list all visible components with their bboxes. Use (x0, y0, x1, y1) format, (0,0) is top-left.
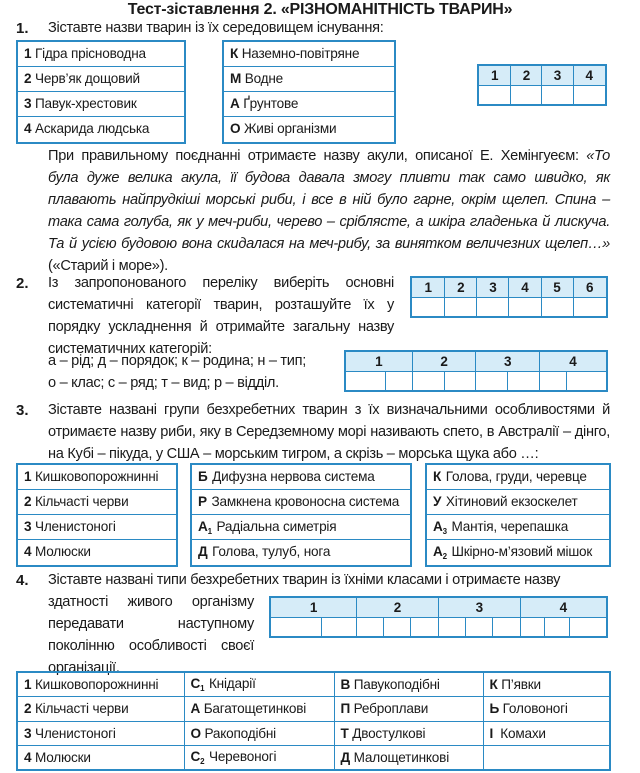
q2-answer-grid-1 (410, 276, 608, 318)
table-cell: А Багатощетинкові (184, 697, 334, 722)
list-item (18, 490, 176, 515)
item-key: 4 (24, 544, 32, 559)
answer-header: 5 (541, 277, 573, 297)
item-text: Живі організми (243, 121, 337, 136)
answer-header: 2 (412, 351, 476, 371)
item-text: Кільчасті черви (34, 494, 129, 509)
table-cell: Ь Головоногі (483, 697, 610, 722)
q1-note (48, 145, 610, 277)
question-3-number: 3. (16, 402, 29, 419)
table-row (17, 746, 610, 771)
table-cell: К П’явки (483, 672, 610, 697)
table-cell: $С_2$ Черевоногі (184, 746, 334, 771)
list-item (18, 67, 184, 92)
note-intro: При правильному поєднанні отримаєте назву акули, описаної Е. Хемінгуеєм: (48, 148, 579, 164)
question-1-prompt: Зіставте назви тварин із їх середовищем існування: (48, 20, 384, 36)
item-subscript: 2 (442, 552, 447, 561)
item-text: Павук-хрестовик (34, 96, 137, 111)
answer-header: 4 (540, 351, 607, 371)
item-key: У (433, 494, 442, 509)
answer-cell[interactable] (411, 617, 438, 637)
answer-header: 1 (478, 65, 511, 85)
answer-cell[interactable] (509, 297, 541, 317)
answer-cell[interactable] (477, 297, 509, 317)
q1-animals-list (16, 40, 186, 144)
answer-cell[interactable] (508, 371, 540, 391)
answer-cell[interactable] (542, 85, 573, 105)
question-3-prompt: Зіставте названі групи безхребетних тварин з їх визначальними особливостями й отримаєте назву риби, яку в Середземному морі називають спето, в Австралії – дінго, на Кубі – пікуда, у США – морським тигром, а скрізь – морська щука або …: (48, 402, 610, 462)
q1-answer-grid (477, 64, 607, 106)
list-item (427, 540, 609, 565)
item-key: 3 (24, 96, 32, 111)
table-cell: 3 Членистоногі (17, 721, 184, 746)
answer-header: 1 (345, 351, 412, 371)
answer-cell[interactable] (270, 617, 322, 637)
answer-cell[interactable] (322, 617, 357, 637)
answer-cell[interactable] (384, 617, 411, 637)
table-cell: Т Двостулкові (334, 721, 483, 746)
answer-cell[interactable] (511, 85, 542, 105)
answer-cell[interactable] (520, 617, 545, 637)
item-text: Замкнена кровоносна система (211, 494, 400, 509)
item-text: Голова, тулуб, нога (212, 544, 331, 559)
answer-header: 3 (477, 277, 509, 297)
question-4-prompt-rest: здатності живого організму передавати наступному поколінню особливості своєї організації. (48, 594, 254, 676)
list-item (192, 465, 410, 490)
answer-header: 1 (270, 597, 357, 617)
table-cell: П Реброплави (334, 697, 483, 722)
item-text: Радіальна симетрія (216, 519, 337, 534)
answer-cell[interactable] (412, 371, 444, 391)
table-row (17, 672, 610, 697)
question-4-number: 4. (16, 572, 29, 589)
list-item (192, 515, 410, 540)
question-1-number: 1. (16, 20, 29, 37)
item-text: Членистоногі (34, 519, 116, 534)
note-quote: «То була дуже велика акула, її будова давала змогу пливти так само швидко, як плавають найпрудкіші морські риби, і все в ній було гарне, окрім щелеп. Спина – така сама голуба, як у меч-риби, черево – сріблясте, а шкіра гладенька й лискуча. Та й усією будовою вона скидалася на меч-рибу, за винятком величезних щелеп…» (48, 148, 610, 252)
question-4-prompt-line1: Зіставте названі типи безхребетних тварин із їхніми класами і отримаєте назву (48, 572, 561, 588)
item-text: Черв’як дощовий (34, 71, 140, 86)
table-cell: О Ракоподібні (184, 721, 334, 746)
list-item (18, 515, 176, 540)
list-item (224, 92, 394, 117)
item-key: 1 (24, 46, 32, 61)
answer-cell[interactable] (570, 617, 607, 637)
item-text: Водне (244, 71, 284, 86)
item-key: 2 (24, 494, 32, 509)
list-item (224, 117, 394, 142)
answer-cell[interactable] (466, 617, 493, 637)
question-2-number: 2. (16, 275, 29, 292)
table-row (17, 697, 610, 722)
item-text: Аскарида людська (34, 121, 150, 136)
answer-header: 1 (411, 277, 445, 297)
table-cell (483, 746, 610, 771)
answer-cell[interactable] (476, 371, 508, 391)
answer-header: 4 (509, 277, 541, 297)
item-text: Шкірно-м’язовий мішок (451, 544, 593, 559)
q1-habitats-list (222, 40, 396, 144)
q3-features-list-1 (190, 463, 412, 567)
item-key: О (230, 121, 241, 136)
list-item (192, 490, 410, 515)
item-text: Наземно-повітряне (241, 46, 360, 61)
question-2-prompt: Із запропонованого переліку виберіть основні систематичні категорії тварин, розташуйте їх у порядку ускладнення й отримайте загальну назву систематичних категорій: (48, 275, 394, 357)
list-item (427, 465, 609, 490)
table-cell: Д Малощетинкові (334, 746, 483, 771)
q4-classes-table (16, 671, 611, 771)
q4-answer-grid (269, 596, 608, 638)
table-cell: 1 Кишковопорожнинні (17, 672, 184, 697)
question-2-options-1: а – рід; д – порядок; к – родина; н – тип; (48, 353, 307, 369)
list-item (18, 92, 184, 117)
answer-cell[interactable] (573, 85, 606, 105)
item-text: Молюски (34, 544, 91, 559)
item-key: 2 (24, 71, 32, 86)
answer-cell[interactable] (444, 371, 476, 391)
item-key: 4 (24, 121, 32, 136)
answer-cell[interactable] (566, 371, 607, 391)
note-source: («Старий і море»). (48, 258, 168, 274)
item-text: Хітиновий екзоскелет (445, 494, 578, 509)
item-text: Кишковопорожнинні (34, 469, 159, 484)
list-item (18, 117, 184, 142)
item-key: А (433, 544, 443, 559)
list-item (224, 67, 394, 92)
answer-header: 3 (542, 65, 573, 85)
list-item (18, 465, 176, 490)
page-title: Тест-зіставлення 2. «РІЗНОМАНІТНІСТЬ ТВАРИН» (127, 1, 513, 18)
list-item (427, 490, 609, 515)
answer-header: 3 (476, 351, 540, 371)
item-key: А (230, 96, 240, 111)
item-key: 1 (24, 469, 32, 484)
answer-cell[interactable] (493, 617, 520, 637)
item-key: К (230, 46, 239, 61)
list-item (427, 515, 609, 540)
item-key: 3 (24, 519, 32, 534)
item-key: Р (198, 494, 207, 509)
item-key: Б (198, 469, 208, 484)
q3-features-list-2 (425, 463, 611, 567)
question-2-options-2: о – клас; с – ряд; т – вид; р – відділ. (48, 375, 279, 391)
list-item (192, 540, 410, 565)
answer-header: 4 (573, 65, 606, 85)
answer-cell[interactable] (445, 297, 477, 317)
item-text: Гідра прісноводна (34, 46, 146, 61)
item-key: А (433, 519, 443, 534)
item-key: К (433, 469, 442, 484)
q2-answer-grid-2 (344, 350, 608, 392)
table-cell: І Комахи (483, 721, 610, 746)
answer-header: 4 (520, 597, 607, 617)
answer-cell[interactable] (541, 297, 573, 317)
answer-cell[interactable] (411, 297, 445, 317)
answer-cell[interactable] (385, 371, 412, 391)
table-cell: 4 Молюски (17, 746, 184, 771)
answer-header: 6 (573, 277, 607, 297)
item-text: Голова, груди, черевце (445, 469, 587, 484)
answer-header: 2 (511, 65, 542, 85)
table-cell: В Павукоподібні (334, 672, 483, 697)
answer-header: 3 (438, 597, 520, 617)
item-key: Д (198, 544, 208, 559)
answer-header: 2 (357, 597, 439, 617)
answer-cell[interactable] (545, 617, 570, 637)
item-key: А (198, 519, 208, 534)
item-text: Ґрунтове (243, 96, 299, 111)
item-key: М (230, 71, 242, 86)
item-text: Мантія, черепашка (451, 519, 569, 534)
answer-cell[interactable] (438, 617, 465, 637)
list-item (18, 42, 184, 67)
table-cell: 2 Кільчасті черви (17, 697, 184, 722)
table-cell: $С_1$ Кнідарії (184, 672, 334, 697)
q3-groups-list (16, 463, 178, 567)
list-item (18, 540, 176, 565)
item-subscript: 3 (442, 527, 447, 536)
answer-cell[interactable] (478, 85, 511, 105)
answer-header: 2 (445, 277, 477, 297)
answer-cell[interactable] (345, 371, 385, 391)
answer-cell[interactable] (357, 617, 384, 637)
item-subscript: 1 (207, 527, 212, 536)
table-row (17, 721, 610, 746)
item-text: Дифузна нервова система (212, 469, 375, 484)
answer-cell[interactable] (573, 297, 607, 317)
answer-cell[interactable] (540, 371, 567, 391)
list-item (224, 42, 394, 67)
